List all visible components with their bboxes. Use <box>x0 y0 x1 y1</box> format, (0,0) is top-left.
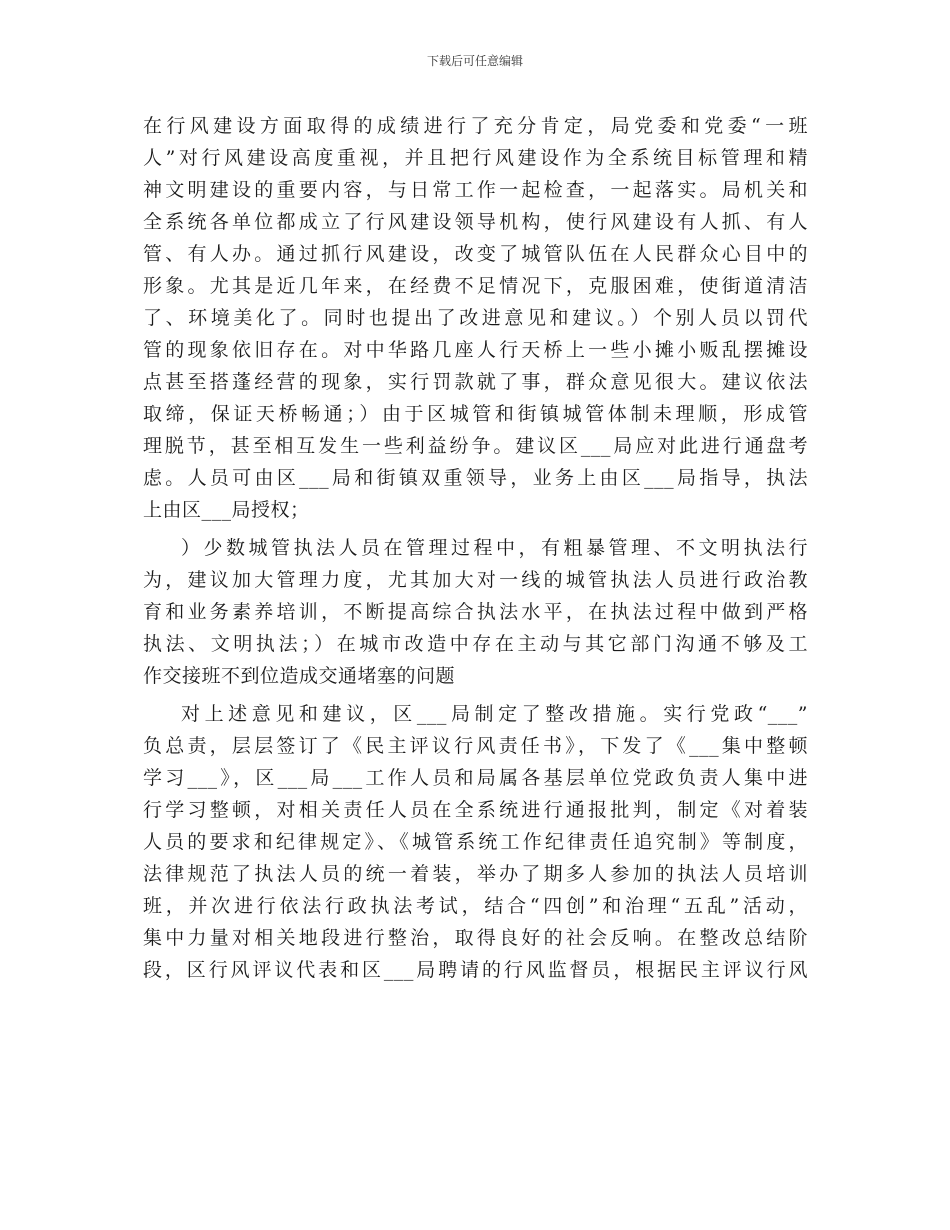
text-line: 为，建议加大管理力度，尤其加大对一线的城管执法人员进行政治教 <box>143 569 808 591</box>
text-line: 形象。尤其是近几年来，在经费不足情况下，克服困难，使街道清洁 <box>143 275 808 297</box>
text-line: 班，并次进行依法行政执法考试，结合“四创”和治理“五乱”活动， <box>143 895 808 917</box>
document-body <box>143 110 808 986</box>
text-line: 神文明建设的重要内容，与日常工作一起检查，一起落实。局机关和 <box>143 179 808 201</box>
text-line: 作交接班不到位造成交通堵塞的问题 <box>143 665 456 687</box>
text-line: 上由区___局授权； <box>143 499 310 521</box>
text-line: 段，区行风评议代表和区___局聘请的行风监督员，根据民主评议行风 <box>143 959 808 981</box>
text-line: 对上述意见和建议，区___局制定了整改措施。实行党政“___” <box>181 703 808 725</box>
text-line: 全系统各单位都成立了行风建设领导机构，使行风建设有人抓、有人 <box>143 211 808 233</box>
text-line: 负总责，层层签订了《民主评议行风责任书》，下发了《___集中整顿 <box>143 735 808 757</box>
text-line: 学习___》，区___局___工作人员和局属各基层单位党政负责人集中进 <box>143 767 808 789</box>
text-line: 管的现象依旧存在。对中华路几座人行天桥上一些小摊小贩乱摆摊设 <box>143 339 808 361</box>
text-line: 人员的要求和纪律规定》、《城管系统工作纪律责任追究制》等制度， <box>143 831 808 853</box>
text-line: 人”对行风建设高度重视，并且把行风建设作为全系统目标管理和精 <box>143 147 808 169</box>
text-line: 点甚至搭蓬经营的现象，实行罚款就了事，群众意见很大。建议依法 <box>143 371 808 393</box>
text-line: 管、有人办。通过抓行风建设，改变了城管队伍在人民群众心目中的 <box>143 243 808 265</box>
text-line: 取缔，保证天桥畅通；）由于区城管和街镇城管体制未理顺，形成管 <box>143 403 808 425</box>
text-line: 了、环境美化了。同时也提出了改进意见和建议。）个别人员以罚代 <box>143 307 808 329</box>
text-line: 育和业务素养培训，不断提高综合执法水平，在执法过程中做到严格 <box>143 601 808 623</box>
paragraph <box>143 532 808 692</box>
text-line: 法律规范了执法人员的统一着装，举办了期多人参加的执法人员培训 <box>143 863 808 885</box>
text-line: 集中力量对相关地段进行整治，取得良好的社会反响。在整改总结阶 <box>143 927 808 949</box>
page-header: 下载后可任意编辑 <box>426 54 523 68</box>
text-line: ）少数城管执法人员在管理过程中，有粗暴管理、不文明执法行 <box>181 537 808 559</box>
text-line: 在行风建设方面取得的成绩进行了充分肯定，局党委和党委“一班 <box>143 115 808 137</box>
paragraph <box>143 110 808 526</box>
text-line: 理脱节，甚至相互发生一些利益纷争。建议区___局应对此进行通盘考 <box>143 435 808 457</box>
paragraph <box>143 698 808 986</box>
text-line: 行学习整顿，对相关责任人员在全系统进行通报批判，制定《对着装 <box>143 799 808 821</box>
text-line: 执法、文明执法；）在城市改造中存在主动与其它部门沟通不够及工 <box>143 633 808 655</box>
text-line: 虑。人员可由区___局和街镇双重领导，业务上由区___局指导，执法 <box>143 467 808 489</box>
